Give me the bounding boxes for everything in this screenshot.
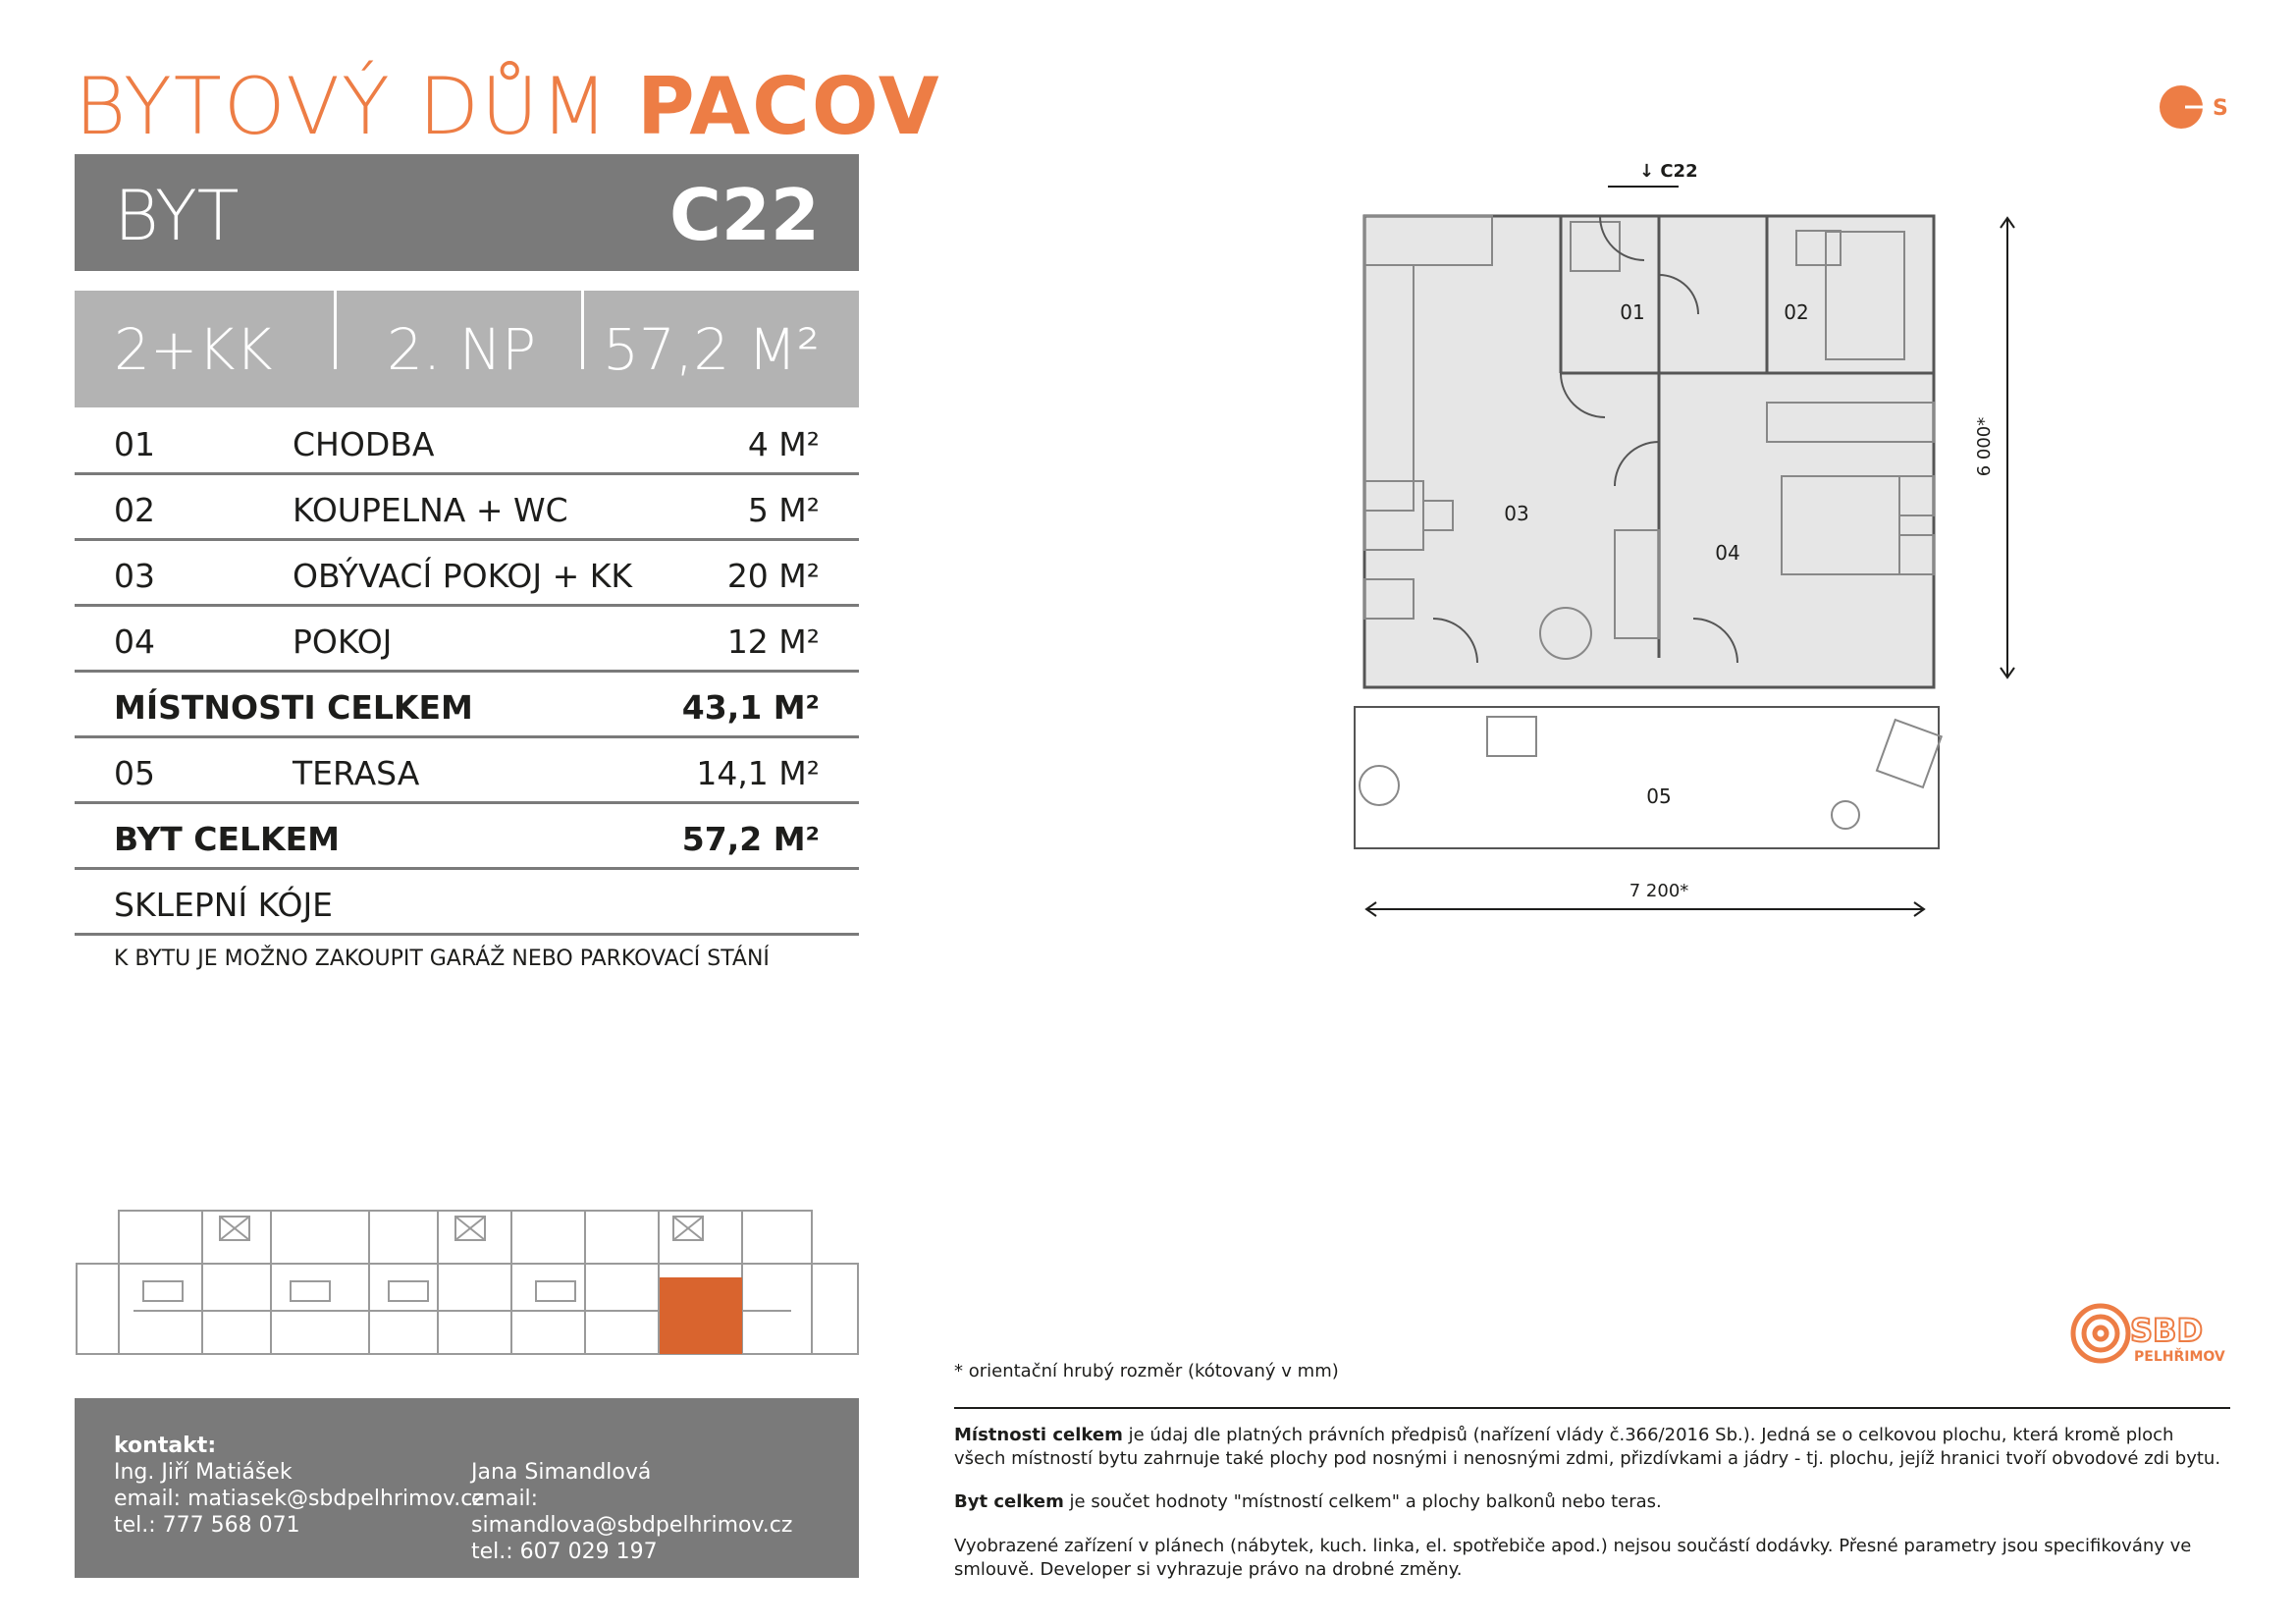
- garage-note: K BYTU JE MOŽNO ZAKOUPIT GARÁŽ NEBO PARKOVACÍ STÁNÍ: [114, 947, 770, 971]
- contact-heading: kontakt:: [114, 1434, 217, 1458]
- contact-1-email[interactable]: email: matiasek@sbdpelhrimov.cz: [114, 1487, 484, 1511]
- unit-total-label: BYT CELKEM: [114, 820, 340, 858]
- divider: [954, 1407, 2230, 1409]
- unit-layout: 2+KK: [114, 316, 273, 383]
- room-area: 14,1 M²: [696, 754, 820, 792]
- room-name: OBÝVACÍ POKOJ + KK: [293, 557, 633, 595]
- divider: [581, 291, 584, 369]
- cellar-label: SKLEPNÍ KÓJE: [114, 886, 334, 924]
- room-num: 05: [114, 754, 155, 792]
- room-name: TERASA: [293, 754, 420, 792]
- label-room-03: 03: [1504, 502, 1529, 525]
- contact-box: [75, 1398, 859, 1578]
- sbd-logo-sub: PELHŘIMOV: [2134, 1349, 2225, 1365]
- footnote-asterisk: * orientační hrubý rozměr (kótovaný v mm): [954, 1361, 1339, 1381]
- unit-summary: [75, 291, 859, 407]
- rooms-total-area: 43,1 M²: [681, 688, 820, 727]
- unit-floor: 2. NP: [387, 316, 537, 383]
- room-area: 20 M²: [726, 557, 820, 595]
- room-row-04: [75, 605, 859, 673]
- contact-2-email[interactable]: email: simandlova@sbdpelhrimov.cz: [471, 1487, 793, 1538]
- room-name: CHODBA: [293, 425, 435, 463]
- room-num: 03: [114, 557, 155, 595]
- footnote-p2-bold: Byt celkem: [954, 1491, 1064, 1512]
- unit-label: BYT: [114, 176, 240, 256]
- contact-2-phone[interactable]: tel.: 607 029 197: [471, 1540, 658, 1564]
- contact-1-name: Ing. Jiří Matiášek: [114, 1460, 293, 1485]
- footnote-p1-bold: Místnosti celkem: [954, 1425, 1123, 1445]
- room-row-03: [75, 539, 859, 607]
- room-num: 02: [114, 491, 155, 529]
- sbd-logo-text: SBD: [2130, 1312, 2203, 1349]
- unit-highlight: [660, 1277, 742, 1354]
- contact-1-phone[interactable]: tel.: 777 568 071: [114, 1513, 300, 1538]
- contact-2-name: Jana Simandlová: [471, 1460, 652, 1485]
- unit-total-row: [75, 802, 859, 870]
- title-light: BYTOVÝ DŮM: [75, 61, 611, 152]
- cellar-row: [75, 868, 859, 936]
- rooms-total-label: MÍSTNOSTI CELKEM: [114, 688, 473, 727]
- room-row-05: [75, 736, 859, 804]
- room-row-02: [75, 473, 859, 541]
- footnote-p1-text: je údaj dle platných právních předpisů (nařízení vlády č.366/2016 Sb.). Jedná se o celkovou plochu, která kromě ploch všech místností bytu zahrnuje také plochy pod nosnými i nenosnými zdmi, přizdívkami a jádry - tj. plochu, jejíž hranici tvoří obvodové zdi bytu.: [954, 1425, 2221, 1469]
- unit-code: C22: [668, 174, 820, 256]
- rooms-total-row: [75, 671, 859, 738]
- footnote-p2: [954, 1490, 2230, 1514]
- room-area: 4 M²: [747, 425, 820, 463]
- section-marker: ↓ C22: [1639, 161, 1698, 182]
- room-row-01: [75, 407, 859, 475]
- label-room-02: 02: [1784, 300, 1809, 324]
- floor-plan: [1335, 147, 2022, 923]
- label-room-01: 01: [1620, 300, 1645, 324]
- room-area: 12 M²: [726, 623, 820, 661]
- divider: [334, 291, 337, 369]
- title-bold: PACOV: [636, 61, 941, 152]
- sbd-logo-icon: [2069, 1300, 2236, 1369]
- label-room-04: 04: [1715, 541, 1740, 565]
- footnote-p2-text: je součet hodnoty "místností celkem" a plochy balkonů nebo teras.: [1063, 1491, 1662, 1512]
- room-area: 5 M²: [747, 491, 820, 529]
- unit-area: 57,2 M²: [603, 316, 820, 383]
- unit-header: [75, 154, 859, 271]
- developer-logo-icon: [2156, 82, 2234, 132]
- room-num: 04: [114, 623, 155, 661]
- label-room-05: 05: [1646, 785, 1672, 808]
- building-key-plan: [75, 1193, 860, 1360]
- footnote-p1: [954, 1424, 2230, 1471]
- room-name: POKOJ: [293, 623, 393, 661]
- footnote-p3: Vyobrazené zařízení v plánech (nábytek, kuch. linka, el. spotřebiče apod.) nejsou součástí dodávky. Přesné parametry jsou specifikovány ve smlouvě. Developer si vyhrazuje právo na drobné změny.: [954, 1536, 2192, 1580]
- unit-total-area: 57,2 M²: [681, 820, 820, 858]
- room-num: 01: [114, 425, 155, 463]
- developer-logo-text: S: [2213, 96, 2228, 121]
- page-title: [75, 61, 941, 152]
- dimension-height: 6 000*: [1974, 416, 1995, 477]
- dimension-width: 7 200*: [1629, 881, 1689, 901]
- room-name: KOUPELNA + WC: [293, 491, 568, 529]
